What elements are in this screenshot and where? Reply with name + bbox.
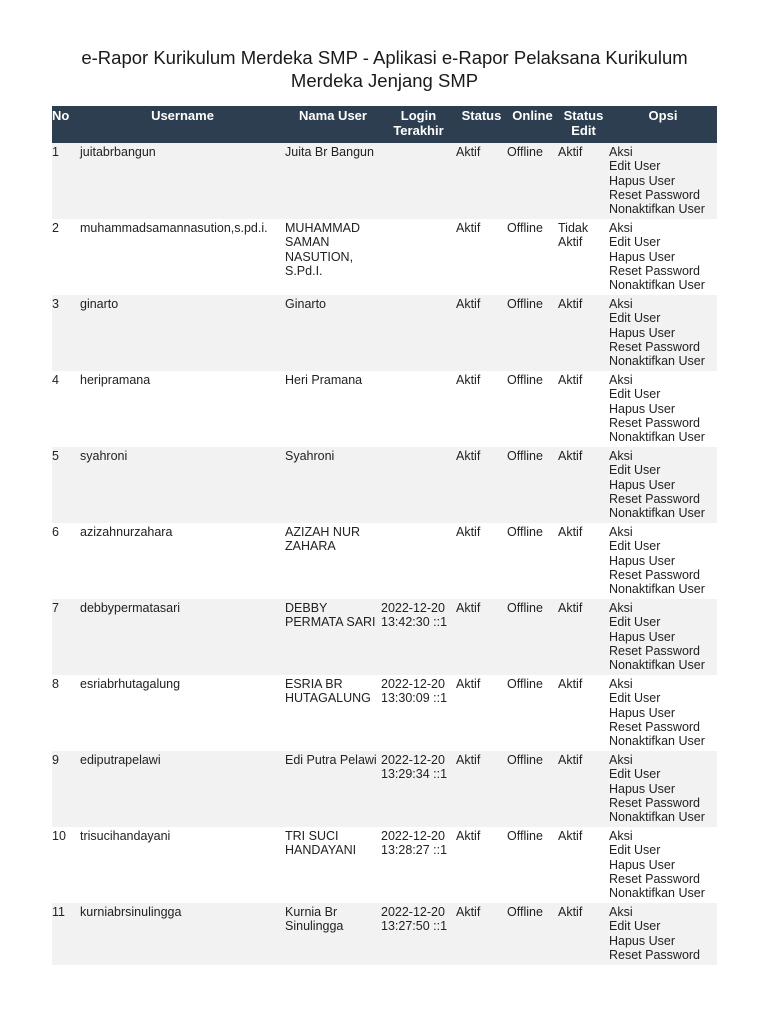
cell-online: Offline: [507, 905, 543, 919]
cell-online: Offline: [507, 525, 543, 539]
cell-no: 5: [52, 449, 59, 463]
table-row: [52, 219, 717, 295]
cell-login-terakhir: [381, 447, 456, 523]
edit-user-link[interactable]: Edit User: [609, 159, 661, 174]
table-row: [52, 523, 717, 599]
cell-username: muhammadsamannasution,s.pd.i.: [80, 221, 268, 235]
cell-login-terakhir: 2022-12-20 13:28:27 ::1: [381, 829, 448, 858]
nonaktifkan-user-link[interactable]: Nonaktifkan User: [609, 886, 705, 901]
hapus-user-link[interactable]: Hapus User: [609, 629, 675, 644]
cell-no: 9: [52, 753, 59, 767]
edit-user-link[interactable]: Edit User: [609, 919, 661, 934]
cell-login-terakhir: 2022-12-20 13:27:50 ::1: [381, 905, 448, 934]
cell-opsi: [609, 523, 717, 599]
cell-username: heripramana: [80, 373, 151, 387]
edit-user-link[interactable]: Edit User: [609, 311, 661, 326]
cell-username: syahroni: [80, 449, 128, 463]
opsi-aksi: Aksi: [609, 221, 633, 235]
nonaktifkan-user-link[interactable]: Nonaktifkan User: [609, 810, 705, 825]
cell-username: ginarto: [80, 297, 119, 311]
cell-status: Aktif: [456, 297, 481, 311]
cell-login-terakhir: [381, 295, 456, 371]
cell-nama-user: Juita Br Bangun: [285, 145, 374, 159]
opsi-aksi: Aksi: [609, 829, 633, 843]
hapus-user-link[interactable]: Hapus User: [609, 325, 675, 340]
cell-no: 7: [52, 601, 59, 615]
page-title: e-Rapor Kurikulum Merdeka SMP - Aplikasi e-Rapor Pelaksana Kurikulum Merdeka Jenjang SMP: [81, 47, 688, 91]
cell-status-edit: Tidak Aktif: [558, 221, 589, 250]
cell-login-terakhir: [381, 143, 456, 219]
reset-password-link[interactable]: Reset Password: [609, 415, 701, 430]
opsi-aksi: Aksi: [609, 753, 633, 767]
cell-login-terakhir: [381, 219, 456, 295]
cell-opsi: [609, 675, 717, 751]
table-row: [52, 447, 717, 523]
table-row: [52, 675, 717, 751]
opsi-aksi: Aksi: [609, 449, 633, 463]
cell-status-edit: Aktif: [558, 753, 583, 767]
cell-status: Aktif: [456, 753, 481, 767]
reset-password-link[interactable]: Reset Password: [609, 871, 701, 886]
cell-status-edit: Aktif: [558, 905, 583, 919]
cell-username: trisucihandayani: [80, 829, 171, 843]
reset-password-link[interactable]: Reset Password: [609, 795, 701, 810]
cell-status: Aktif: [456, 525, 481, 539]
table-row: [52, 143, 717, 219]
cell-login-terakhir: 2022-12-20 13:42:30 ::1: [381, 601, 448, 630]
header-username: Username: [151, 108, 214, 123]
cell-opsi: [609, 599, 717, 675]
header-status: Status: [461, 108, 502, 123]
header-row: [52, 106, 717, 143]
edit-user-link[interactable]: Edit User: [609, 615, 661, 630]
cell-nama-user: Kurnia Br Sinulingga: [285, 905, 344, 934]
cell-no: 8: [52, 677, 59, 691]
cell-nama-user: ESRIA BR HUTAGALUNG: [285, 677, 371, 706]
hapus-user-link[interactable]: Hapus User: [609, 781, 675, 796]
cell-nama-user: MUHAMMAD SAMAN NASUTION, S.Pd.I.: [285, 221, 360, 278]
cell-status: Aktif: [456, 829, 481, 843]
cell-nama-user: DEBBY PERMATA SARI: [285, 601, 376, 630]
cell-status: Aktif: [456, 905, 481, 919]
opsi-aksi: Aksi: [609, 297, 633, 311]
cell-opsi: [609, 295, 717, 371]
cell-nama-user: AZIZAH NUR ZAHARA: [285, 525, 360, 554]
reset-password-link[interactable]: Reset Password: [609, 719, 701, 734]
nonaktifkan-user-link[interactable]: Nonaktifkan User: [609, 202, 705, 217]
reset-password-link[interactable]: Reset Password: [609, 339, 701, 354]
edit-user-link[interactable]: Edit User: [609, 539, 661, 554]
cell-status-edit: Aktif: [558, 373, 583, 387]
opsi-aksi: Aksi: [609, 145, 633, 159]
cell-online: Offline: [507, 145, 543, 159]
opsi-aksi: Aksi: [609, 525, 633, 539]
table-row: [52, 599, 717, 675]
nonaktifkan-user-link[interactable]: Nonaktifkan User: [609, 430, 705, 445]
table-header: [52, 106, 717, 143]
edit-user-link[interactable]: Edit User: [609, 843, 661, 858]
table-row: [52, 295, 717, 371]
header-login-terakhir: Login Terakhir: [393, 108, 444, 138]
cell-login-terakhir: 2022-12-20 13:30:09 ::1: [381, 677, 448, 706]
nonaktifkan-user-link[interactable]: Nonaktifkan User: [609, 278, 705, 293]
cell-status-edit: Aktif: [558, 297, 583, 311]
reset-password-link[interactable]: Reset Password: [609, 567, 701, 582]
opsi-aksi: Aksi: [609, 677, 633, 691]
reset-password-link[interactable]: Reset Password: [609, 491, 701, 506]
table-row: [52, 903, 717, 965]
cell-opsi: [609, 219, 717, 295]
cell-username: juitabrbangun: [80, 145, 156, 159]
cell-login-terakhir: [381, 371, 456, 447]
cell-nama-user: Heri Pramana: [285, 373, 363, 387]
table-row: [52, 751, 717, 827]
reset-password-link[interactable]: Reset Password: [609, 263, 701, 278]
table-row: [52, 827, 717, 903]
hapus-user-link[interactable]: Hapus User: [609, 933, 675, 948]
cell-username: debbypermatasari: [80, 601, 181, 615]
table-body: [52, 143, 717, 965]
cell-status: Aktif: [456, 221, 481, 235]
cell-status-edit: Aktif: [558, 829, 583, 843]
edit-user-link[interactable]: Edit User: [609, 235, 661, 250]
cell-no: 11: [52, 905, 65, 919]
nonaktifkan-user-link[interactable]: Nonaktifkan User: [609, 582, 705, 597]
cell-no: 10: [52, 829, 66, 843]
cell-no: 1: [52, 145, 59, 159]
edit-user-link[interactable]: Edit User: [609, 387, 661, 402]
cell-no: 3: [52, 297, 59, 311]
header-no: No: [52, 108, 70, 123]
cell-username: azizahnurzahara: [80, 525, 173, 539]
cell-online: Offline: [507, 601, 543, 615]
cell-online: Offline: [507, 753, 543, 767]
cell-status: Aktif: [456, 677, 481, 691]
opsi-aksi: Aksi: [609, 905, 633, 919]
cell-status-edit: Aktif: [558, 145, 583, 159]
cell-status-edit: Aktif: [558, 449, 583, 463]
cell-opsi: [609, 447, 717, 523]
cell-online: Offline: [507, 829, 543, 843]
hapus-user-link[interactable]: Hapus User: [609, 857, 675, 872]
cell-opsi: [609, 371, 717, 447]
cell-status-edit: Aktif: [558, 601, 583, 615]
hapus-user-link[interactable]: Hapus User: [609, 553, 675, 568]
cell-online: Offline: [507, 677, 543, 691]
cell-username: kurniabrsinulingga: [80, 905, 182, 919]
cell-online: Offline: [507, 297, 543, 311]
cell-no: 4: [52, 373, 59, 387]
reset-password-link[interactable]: Reset Password: [609, 643, 701, 658]
cell-status: Aktif: [456, 145, 481, 159]
reset-password-link[interactable]: Reset Password: [609, 187, 701, 202]
cell-online: Offline: [507, 221, 543, 235]
edit-user-link[interactable]: Edit User: [609, 691, 661, 706]
cell-status: Aktif: [456, 449, 481, 463]
cell-opsi: [609, 143, 717, 219]
cell-nama-user: Edi Putra Pelawi: [285, 753, 377, 767]
hapus-user-link[interactable]: Hapus User: [609, 705, 675, 720]
hapus-user-link[interactable]: Hapus User: [609, 173, 675, 188]
opsi-aksi: Aksi: [609, 601, 633, 615]
nonaktifkan-user-link[interactable]: Nonaktifkan User: [609, 658, 705, 673]
header-online: Online: [512, 108, 553, 123]
reset-password-link[interactable]: Reset Password: [609, 947, 701, 962]
cell-status-edit: Aktif: [558, 525, 583, 539]
users-table: [52, 106, 717, 965]
nonaktifkan-user-link[interactable]: Nonaktifkan User: [609, 506, 705, 521]
cell-login-terakhir: [381, 523, 456, 599]
cell-nama-user: Ginarto: [285, 297, 326, 311]
opsi-aksi: Aksi: [609, 373, 633, 387]
cell-login-terakhir: 2022-12-20 13:29:34 ::1: [381, 753, 448, 782]
cell-status-edit: Aktif: [558, 677, 583, 691]
cell-no: 2: [52, 221, 59, 235]
cell-online: Offline: [507, 373, 543, 387]
hapus-user-link[interactable]: Hapus User: [609, 477, 675, 492]
cell-online: Offline: [507, 449, 543, 463]
hapus-user-link[interactable]: Hapus User: [609, 249, 675, 264]
cell-status: Aktif: [456, 601, 481, 615]
hapus-user-link[interactable]: Hapus User: [609, 401, 675, 416]
cell-status: Aktif: [456, 373, 481, 387]
cell-no: 6: [52, 525, 59, 539]
cell-opsi: [609, 751, 717, 827]
nonaktifkan-user-link[interactable]: Nonaktifkan User: [609, 354, 705, 369]
table-row: [52, 371, 717, 447]
cell-nama-user: Syahroni: [285, 449, 335, 463]
cell-opsi: [609, 903, 717, 965]
header-opsi: Opsi: [648, 108, 678, 123]
header-status-edit: Status Edit: [563, 108, 604, 138]
cell-username: esriabrhutagalung: [80, 677, 181, 691]
edit-user-link[interactable]: Edit User: [609, 767, 661, 782]
edit-user-link[interactable]: Edit User: [609, 463, 661, 478]
header-nama-user: Nama User: [299, 108, 367, 123]
cell-opsi: [609, 827, 717, 903]
cell-username: ediputrapelawi: [80, 753, 161, 767]
nonaktifkan-user-link[interactable]: Nonaktifkan User: [609, 734, 705, 749]
cell-nama-user: TRI SUCI HANDAYANI: [285, 829, 357, 858]
